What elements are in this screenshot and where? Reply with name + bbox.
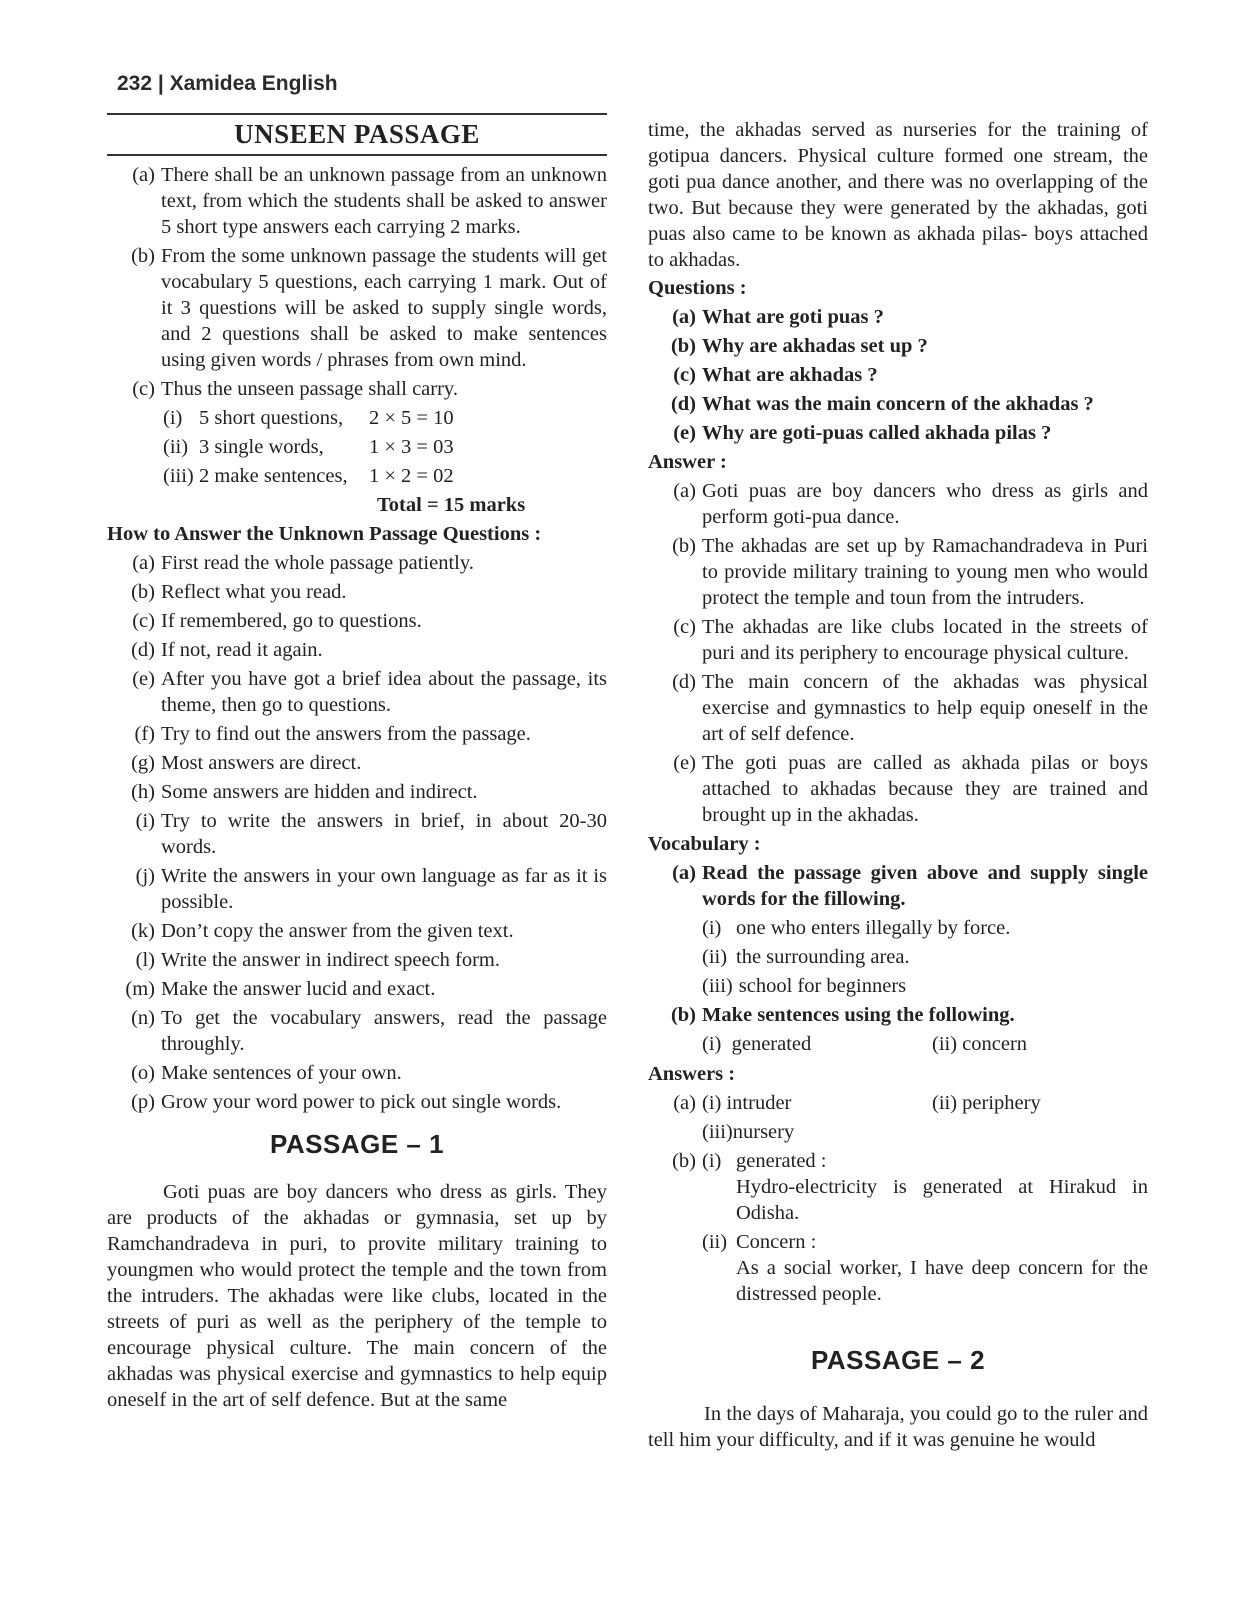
item-text: intruder [726,1092,792,1114]
mark-text: 5 short questions, [199,407,344,429]
item-text: After you have got a brief idea about the passage, its theme, then go to questions. [161,668,607,716]
ans-a [666,1090,1148,1145]
mark-label: (iii) [163,465,194,487]
list-item [125,863,607,915]
marks-list [107,405,607,518]
item-text: Some answers are hidden and indirect. [161,781,478,803]
vocab-b [666,1002,1148,1028]
item-text: Goti puas are boy dancers who dress as girls and perform goti-pua dance. [702,480,1148,528]
list-item [125,721,607,747]
item-label: (f) [134,723,155,745]
item-label: (d) [670,393,696,415]
vocab-a [666,860,1148,912]
list-item [125,1089,607,1115]
item-text: Most answers are direct. [161,752,362,774]
item-label: (d) [131,639,155,661]
item-label: (c) [673,616,696,638]
item-text: The goti puas are called as akhada pilas or boys attached to akhadas because they are trained and brought up in the akhadas. [702,752,1148,826]
item-text: What was the main concern of the akhadas ? [702,393,1094,415]
item-label: (a) [673,480,696,502]
passage1-text-left: Goti puas are boy dancers who dress as girls. They are products of the akhadas or gymnasia, set up by Ramchandradeva in puri, to provite military training to youngmen who would protect the temple and the town from the intruders. The akhadas were like clubs, located in the streets of puri as well as the periphery of the temple to encourage physical culture. The main concern of the akhadas was physical exercise and gymnastics to help equip oneself in the art of self defence. But at the same [107,1181,607,1411]
item-label: (e) [132,668,155,690]
item-text: What are goti puas ? [702,306,884,328]
list-item [125,550,607,576]
list-item [666,304,1148,330]
questions-heading: Questions : [648,277,747,299]
item-text: school for beginners [738,975,907,997]
item-text: Why are goti-puas called akhada pilas ? [702,422,1052,444]
list-item [666,478,1148,530]
item-label: (a) [132,552,155,574]
item-label: (i) [702,1033,722,1055]
item-text: one who enters illegally by force. [736,917,1011,939]
item-text: Don’t copy the answer from the given text. [161,920,514,942]
item-label: (p) [131,1091,155,1113]
list-item [666,391,1148,417]
item-label: (ii) [932,1092,958,1114]
list-item [125,808,607,860]
mark-row [107,405,607,431]
list-item [125,666,607,718]
mark-row [107,434,607,460]
item-label: (b) [131,581,155,603]
item-label: (c) [673,364,696,386]
item-label: (m) [125,978,155,1000]
item-label: (i) [702,917,722,939]
list-item [666,669,1148,747]
mark-value: 2 × 5 = 10 [369,407,454,429]
item-text: What are akhadas ? [702,364,878,386]
list-item [666,750,1148,828]
item-label: (i) [135,810,155,832]
list-item [125,947,607,973]
ans-b [666,1148,1148,1307]
item-label: (b) [672,1150,696,1172]
mark-label: (ii) [163,436,189,458]
mark-text: 2 make sentences, [199,465,348,487]
item-term: generated : [736,1150,827,1172]
list-item [125,579,607,605]
item-text: Make sentences using the following. [702,1004,1015,1026]
list-item [125,376,607,402]
list-item [125,637,607,663]
list-item [125,1060,607,1086]
item-text: generated [731,1033,812,1055]
answers2-heading: Answers : [648,1063,736,1085]
item-text: Try to find out the answers from the passage. [161,723,531,745]
passage1-title: PASSAGE – 1 [269,1129,445,1159]
item-label: (e) [673,752,696,774]
item-text: To get the vocabulary answers, read the passage throughly. [161,1007,607,1055]
item-label: (a) [672,306,696,328]
list-item [125,162,607,240]
item-label: (o) [131,1062,155,1084]
item-label: (g) [131,752,155,774]
item-text: Why are akhadas set up ? [702,335,928,357]
item-label: (h) [131,781,155,803]
rules-list [107,162,607,402]
list-item [125,1005,607,1057]
item-text: If remembered, go to questions. [161,610,422,632]
passage2-text: In the days of Maharaja, you could go to the ruler and tell him your difficulty, and if it was genuine he would [648,1403,1148,1451]
mark-row [107,463,607,489]
list-item [125,779,607,805]
item-label: (i) [702,1092,722,1114]
item-label: (b) [672,535,696,557]
list-item [666,420,1148,446]
item-label: (b) [670,335,696,357]
item-text: Write the answers in your own language as far as it is possible. [161,865,607,913]
list-item [702,915,1148,941]
item-label: (ii) [702,1231,728,1253]
item-label: (c) [132,610,155,632]
item-label: (n) [131,1007,155,1029]
item-text: the surrounding area. [736,946,910,968]
item-text: The akhadas are set up by Ramachandradeva in Puri to provide military training to young men who would protect the temple and toun from the intruders. [702,535,1148,609]
mark-value: 1 × 3 = 03 [369,436,454,458]
list-item [125,918,607,944]
item-text: periphery [962,1092,1041,1114]
item-text: Grow your word power to pick out single words. [161,1091,562,1113]
mark-text: 3 single words, [199,436,324,458]
item-label: (a) [673,1092,696,1114]
list-item [666,362,1148,388]
item-sentence: As a social worker, I have deep concern for the distressed people. [736,1257,1148,1305]
vocab-b-items [666,1031,1148,1057]
item-label: (iii) [702,1121,733,1143]
item-text: Make the answer lucid and exact. [161,978,436,1000]
passage2-title: PASSAGE – 2 [810,1345,986,1375]
item-text: concern [962,1033,1028,1055]
item-label: (e) [673,422,696,444]
item-label: (l) [135,949,155,971]
item-text: Read the passage given above and supply single words for the fillowing. [702,862,1148,910]
list-item [125,608,607,634]
how-to-list [107,550,607,1115]
item-label: (j) [135,865,155,887]
item-label: (b) [670,1004,696,1026]
list-item [666,533,1148,611]
item-text: nursery [732,1121,795,1143]
item-label: (a) [132,164,155,186]
total-marks: Total = 15 marks [377,494,526,516]
mark-value: 1 × 2 = 02 [369,465,454,487]
item-text: Make sentences of your own. [161,1062,402,1084]
answers-list [648,478,1148,828]
right-column [648,117,1148,1453]
list-item [125,750,607,776]
item-text: The akhadas are like clubs located in the streets of puri and its periphery to encourage physical culture. [702,616,1148,664]
running-head: 232 | Xamidea English [117,72,338,95]
list-item [666,333,1148,359]
item-label: (b) [131,245,155,267]
list-item [666,614,1148,666]
item-text: From the some unknown passage the students will get vocabulary 5 questions, each carrying 1 mark. Out of it 3 questions will be asked to supply single words, and 2 questions shall be asked to make sentences using given words / phrases from own mind. [161,245,607,371]
item-text: First read the whole passage patiently. [161,552,474,574]
item-text: Thus the unseen passage shall carry. [161,378,458,400]
item-label: (ii) [702,946,728,968]
item-label: (iii) [702,975,733,997]
list-item [125,976,607,1002]
answer-heading: Answer : [648,451,727,473]
item-label: (d) [672,671,696,693]
item-text: If not, read it again. [161,639,323,661]
list-item [125,243,607,373]
list-item [702,973,1148,999]
item-label: (k) [131,920,155,942]
item-text: The main concern of the akhadas was physical exercise and gymnastics to help equip oneself in the art of self defence. [702,671,1148,745]
item-label: (c) [132,378,155,400]
vocabulary-heading: Vocabulary : [648,833,761,855]
section-title: UNSEEN PASSAGE [107,113,607,156]
item-label: (i) [702,1150,722,1172]
how-to-heading: How to Answer the Unknown Passage Questions : [107,523,542,545]
item-term: Concern : [736,1231,817,1253]
mark-label: (i) [163,407,183,429]
list-item [702,944,1148,970]
item-label: (a) [672,862,696,884]
questions-list [648,304,1148,446]
item-sentence: Hydro-electricity is generated at Hirakud in Odisha. [736,1176,1148,1224]
item-text: There shall be an unknown passage from an unknown text, from which the students shall be asked to answer 5 short type answers each carrying 2 marks. [161,164,607,238]
passage1-text-right: time, the akhadas served as nurseries for the training of gotipua dancers. Physical culture formed one stream, the goti pua dance another, and there was no overlapping of the two. But because they were generated by the akhadas, goti puas also came to be known as akhada pilas- boys attached to akhadas. [648,119,1148,271]
item-text: Try to write the answers in brief, in about 20-30 words. [161,810,607,858]
item-label: (ii) [932,1033,958,1055]
item-text: Reflect what you read. [161,581,347,603]
item-text: Write the answer in indirect speech form. [161,949,501,971]
left-column [107,113,607,1413]
